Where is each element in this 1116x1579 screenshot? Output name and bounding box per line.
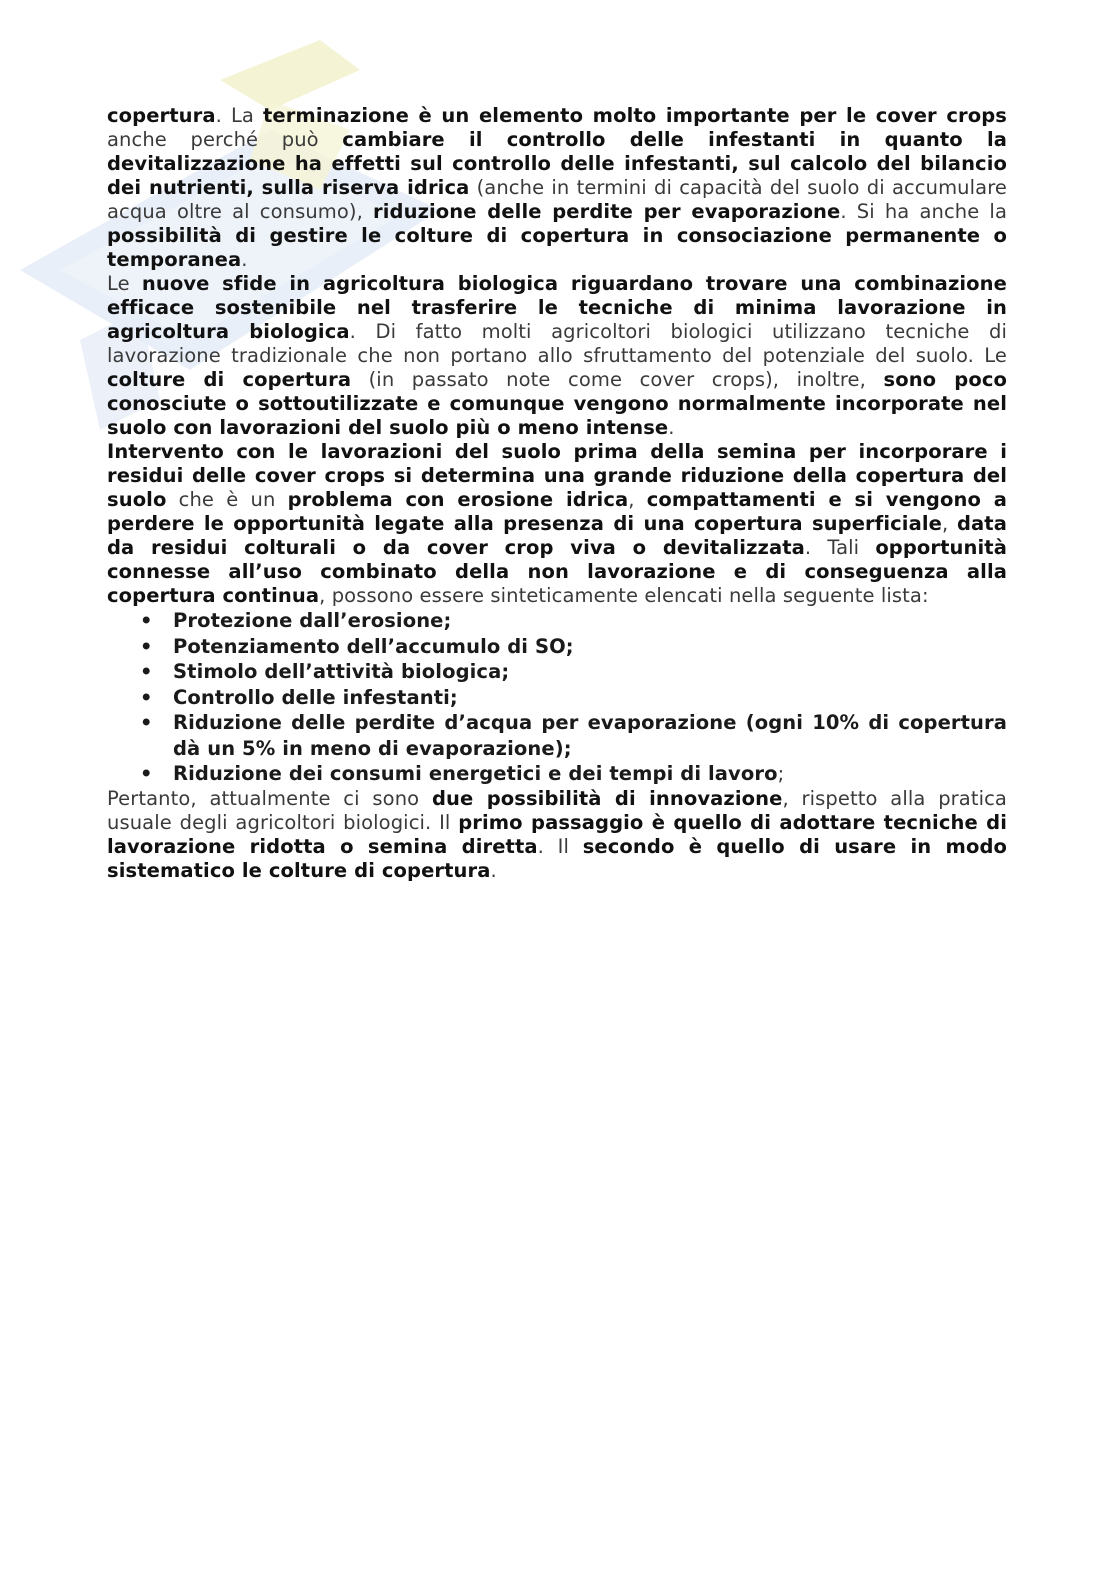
bold-text: riduzione delle perdite per evaporazione xyxy=(373,200,841,223)
list-item xyxy=(107,659,1007,685)
bold-text: compattamenti e si vengono a perdere le opportunità legate alla presenza di una copertura superficiale xyxy=(107,488,1007,535)
text-run: (anche in termini di capacità del suolo di accumulare acqua oltre al consumo), xyxy=(107,176,1007,223)
bullet-icon: • xyxy=(140,685,153,709)
list-item xyxy=(107,761,1007,787)
text-run: . xyxy=(490,858,497,882)
bold-text: copertura xyxy=(107,104,216,127)
list-item-text: Riduzione dei consumi energetici e dei tempi di lavoro xyxy=(173,762,778,785)
bold-text: data da residui colturali o da cover crop viva o devitalizzata xyxy=(107,512,1007,559)
list-item xyxy=(107,710,1007,761)
bullet-icon: • xyxy=(140,660,153,683)
text-run: . Di fatto molti agricoltori biologici utilizzano tecniche di lavorazione tradizionale che non portano allo sfruttamento del potenziale del suolo. Le xyxy=(107,320,1007,367)
text-run: , rispetto alla pratica usuale degli agricoltori biologici. Il xyxy=(107,786,1007,834)
bullet-icon: • xyxy=(140,609,153,632)
bullet-icon: • xyxy=(140,762,153,785)
list-item xyxy=(107,685,1007,711)
bold-text: opportunità connesse all’uso combinato della non lavorazione e di conseguenza alla copertura continua xyxy=(107,536,1007,607)
text-run: Le xyxy=(107,272,142,295)
text-run: . Si ha anche la xyxy=(840,200,1007,223)
bold-text: Intervento con le lavorazioni del suolo prima della semina per incorporare i residui delle cover crops si determina una grande riduzione della copertura del suolo xyxy=(107,440,1007,511)
bold-text: due possibilità di innovazione xyxy=(431,786,783,810)
text-run: . xyxy=(668,416,675,439)
list-item xyxy=(107,634,1007,660)
bold-text: secondo è quello di usare in modo sistematico le colture di copertura xyxy=(107,834,1008,882)
bold-text: possibilità di gestire le colture di copertura in consociazione permanente o temporanea xyxy=(107,224,1007,271)
list-item-text: Stimolo dell’attività biologica; xyxy=(173,660,510,683)
list-item-text: Riduzione delle perdite d’acqua per evaporazione (ogni 10% di copertura dà un 5% in meno di evaporazione); xyxy=(173,711,1007,760)
list-item xyxy=(107,608,1007,634)
text-run: . Tali xyxy=(804,536,876,559)
list-item-text: Controllo delle infestanti; xyxy=(173,685,458,709)
paragraph xyxy=(107,104,1007,272)
closing-paragraph xyxy=(107,787,1007,883)
text-run: , xyxy=(628,488,647,511)
bullet-icon: • xyxy=(140,634,153,658)
text-run: Pertanto, attualmente ci sono xyxy=(107,786,432,810)
bold-text: problema con erosione idrica xyxy=(287,488,629,511)
paragraph xyxy=(107,272,1007,440)
text-run: anche perché può xyxy=(107,128,343,151)
text-run: . La xyxy=(215,104,263,127)
bullet-icon: • xyxy=(140,711,153,734)
text-run: . xyxy=(241,248,248,271)
text-run: che è un xyxy=(166,488,288,511)
text-run: , xyxy=(941,512,957,535)
text-run: (in passato note come cover crops), inoltre, xyxy=(351,368,884,391)
bold-text: terminazione è un elemento molto importante per le cover crops xyxy=(262,104,1007,127)
text-run: , possono essere sinteticamente elencati nella seguente lista: xyxy=(319,584,929,607)
list-item-text: Protezione dall’erosione; xyxy=(173,609,452,632)
list-item-text: Potenziamento dell’accumulo di SO; xyxy=(173,634,574,658)
bold-text: colture di copertura xyxy=(107,368,352,391)
bold-text: cambiare il controllo delle infestanti in quanto la devitalizzazione ha effetti sul controllo delle infestanti, sul calcolo del bilancio dei nutrienti, sulla riserva idrica xyxy=(107,128,1007,199)
document-body xyxy=(107,104,1007,883)
bold-text: primo passaggio è quello di adottare tecniche di lavorazione ridotta o semina diretta xyxy=(107,810,1007,858)
paragraph xyxy=(107,440,1007,608)
bold-text: nuove sfide in agricoltura biologica riguardano trovare una combinazione efficace sostenibile nel trasferire le tecniche di minima lavorazione in agricoltura biologica xyxy=(107,272,1007,343)
bold-text: sono poco conosciute o sottoutilizzate e comunque vengono normalmente incorporate nel suolo con lavorazioni del suolo più o meno intense xyxy=(107,368,1007,439)
bullet-list xyxy=(107,608,1007,787)
list-item-tail: ; xyxy=(777,762,785,785)
text-run: . Il xyxy=(537,834,583,858)
